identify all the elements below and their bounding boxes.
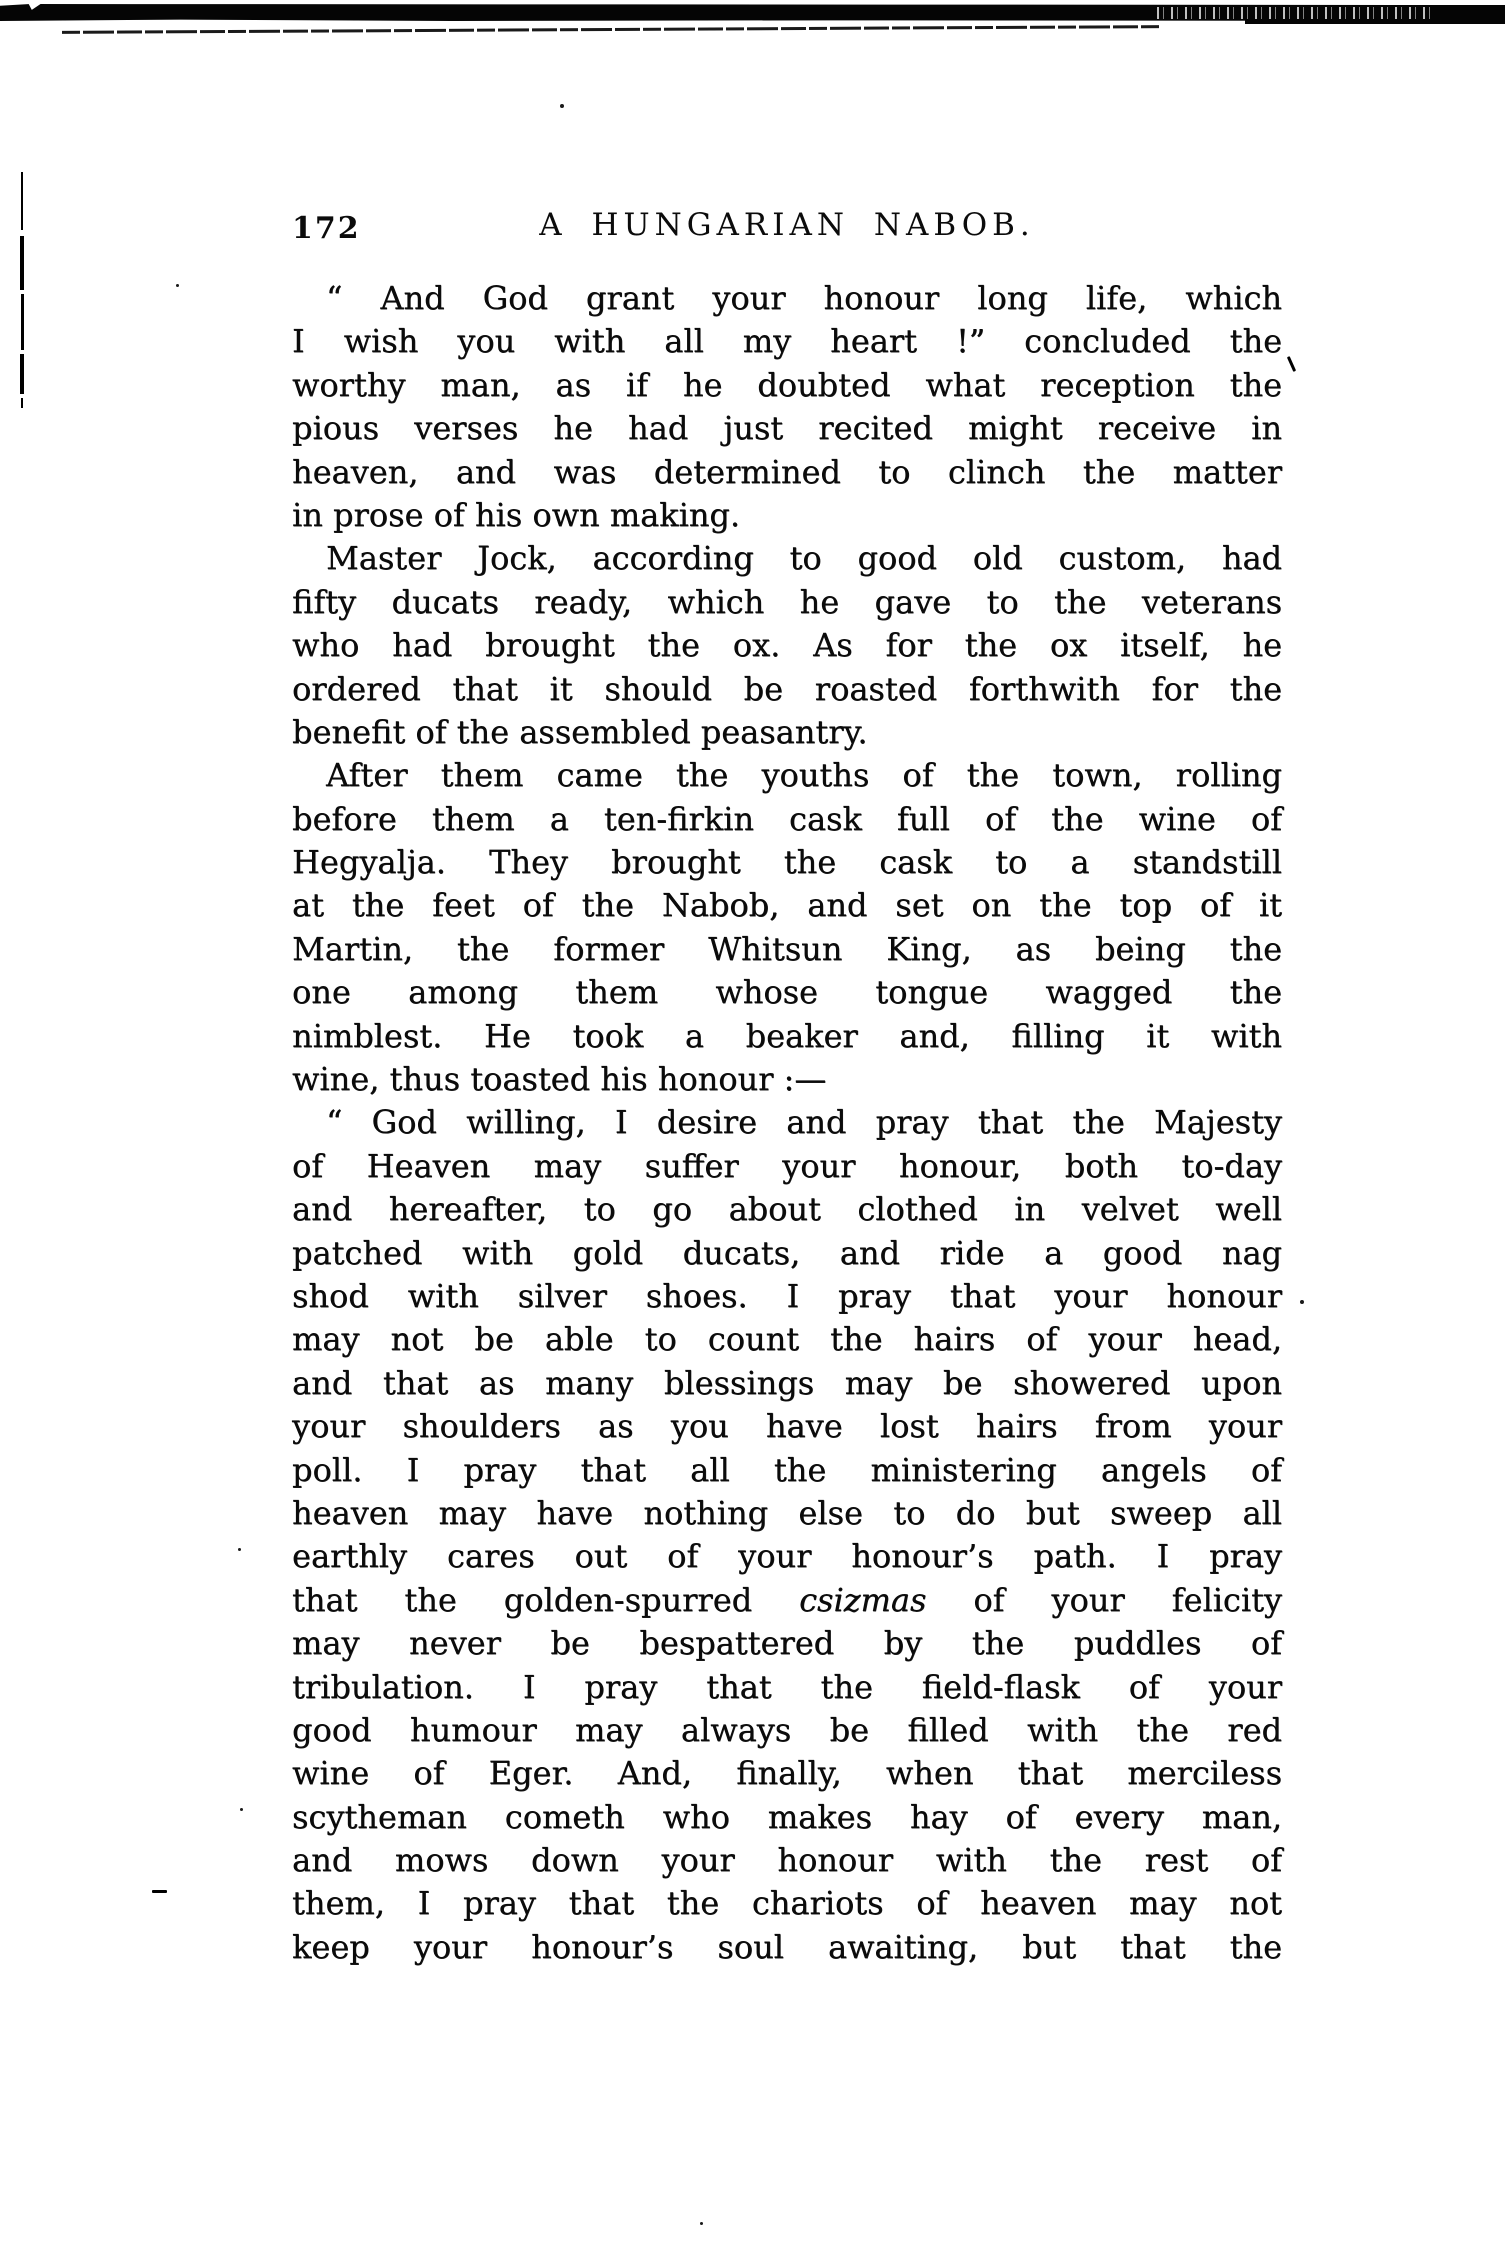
text-line: and that as many blessings may be showered upon	[292, 1363, 1282, 1402]
text-line: your shoulders as you have lost hairs from your	[292, 1407, 1282, 1446]
scan-artifact-dot	[700, 2222, 703, 2225]
text-line: earthly cares out of your honour’s path. I pray	[292, 1537, 1282, 1576]
page-header	[292, 205, 1282, 247]
scan-artifact-margin-line	[20, 354, 24, 394]
scan-artifact-dot	[240, 1808, 243, 1811]
text-line: pious verses he had just recited might receive in	[292, 409, 1282, 448]
text-line: ordered that it should be roasted forthwith for the	[292, 669, 1282, 708]
text-line: keep your honour’s soul awaiting, but that the	[292, 1927, 1282, 1966]
running-title: A HUNGARIAN NABOB.	[539, 207, 1035, 243]
text-line: I wish you with all my heart !” concluded the	[292, 322, 1282, 361]
scan-artifact-dot	[560, 104, 564, 108]
text-line: After them came the youths of the town, rolling	[326, 756, 1282, 795]
text-line: wine, thus toasted his honour :—	[292, 1060, 827, 1099]
text-line: may not be able to count the hairs of your head,	[292, 1320, 1282, 1359]
scan-artifact-dot	[176, 284, 179, 287]
scan-artifact-margin-line	[21, 398, 23, 408]
text-line: that the golden-spurred csizmas of your felicity	[292, 1580, 1282, 1619]
text-line: at the feet of the Nabob, and set on the top of it	[292, 886, 1282, 925]
scan-artifact-margin-line	[21, 172, 23, 230]
scan-artifact-margin-line	[21, 294, 24, 350]
text-line: “ And God grant your honour long life, which	[326, 279, 1282, 317]
text-line: poll. I pray that all the ministering angels of	[292, 1450, 1282, 1489]
text-line: one among them whose tongue wagged the	[292, 973, 1282, 1012]
text-line: benefit of the assembled peasantry.	[292, 712, 868, 751]
text-line: nimblest. He took a beaker and, filling it with	[292, 1016, 1282, 1055]
text-line: and mows down your honour with the rest of	[292, 1841, 1282, 1880]
text-line: them, I pray that the chariots of heaven may not	[292, 1884, 1282, 1923]
scan-artifact-dash	[152, 1890, 167, 1893]
text-line: Master Jock, according to good old custom, had	[326, 539, 1282, 578]
text-line: may never be bespattered by the puddles of	[292, 1624, 1282, 1663]
text-line: worthy man, as if he doubted what reception the	[292, 365, 1282, 404]
text-line: “ God willing, I desire and pray that the Majesty	[326, 1103, 1282, 1142]
text-line: wine of Eger. And, finally, when that merciless	[292, 1754, 1282, 1793]
text-block	[292, 277, 1282, 1969]
scan-artifact-ragged-line	[62, 25, 1162, 34]
text-line: good humour may always be filled with the red	[292, 1710, 1282, 1749]
text-line: tribulation. I pray that the field-flask of your	[292, 1667, 1282, 1706]
text-line: before them a ten-firkin cask full of the wine of	[292, 799, 1282, 838]
scan-artifact-tick	[1287, 356, 1296, 372]
scan-artifact-dot	[1300, 1300, 1304, 1304]
scan-artifact-margin-line	[20, 236, 24, 290]
scan-artifact-dot	[238, 1548, 241, 1551]
text-line: Hegyalja. They brought the cask to a standstill	[292, 843, 1282, 882]
scan-artifact-top-bar-speckle	[1150, 7, 1430, 19]
text-line: of Heaven may suffer your honour, both to-day	[292, 1146, 1282, 1185]
text-line: fifty ducats ready, which he gave to the veterans	[292, 582, 1282, 621]
text-line: in prose of his own making.	[292, 495, 741, 534]
text-line: and hereafter, to go about clothed in velvet well	[292, 1190, 1282, 1229]
text-line: patched with gold ducats, and ride a good nag	[292, 1233, 1282, 1272]
text-line: heaven, and was determined to clinch the matter	[292, 452, 1282, 491]
text-line: shod with silver shoes. I pray that your honour	[292, 1276, 1282, 1315]
text-line: scytheman cometh who makes hay of every man,	[292, 1797, 1282, 1836]
text-line: Martin, the former Whitsun King, as being the	[292, 929, 1282, 968]
text-line: who had brought the ox. As for the ox itself, he	[292, 626, 1282, 665]
text-line: heaven may have nothing else to do but sweep all	[292, 1493, 1282, 1532]
page-number: 172	[292, 211, 361, 246]
